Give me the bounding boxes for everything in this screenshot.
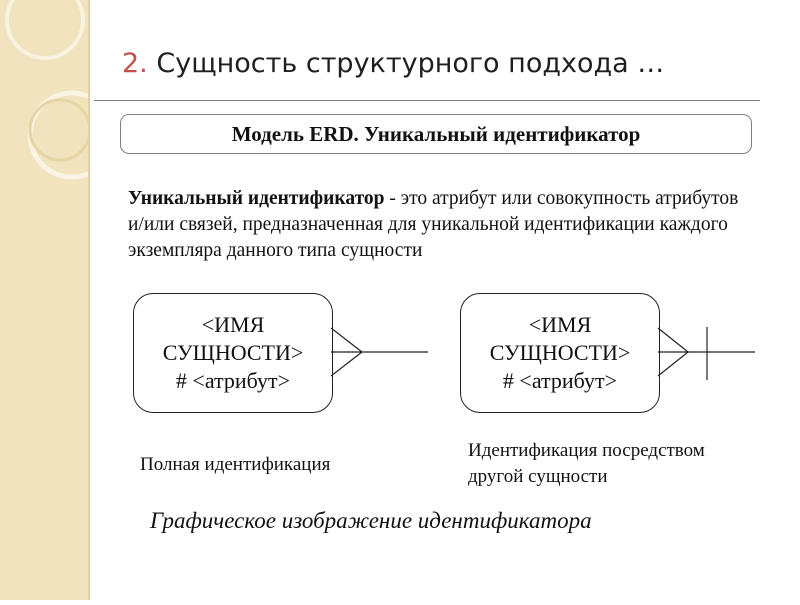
title-divider: [94, 100, 760, 101]
caption-dependent-identification: [468, 438, 705, 490]
slide-title-number: 2.: [122, 48, 148, 79]
caption-full-identification: [140, 452, 330, 478]
slide-title: [122, 48, 664, 79]
caption-line: Идентификация посредством: [468, 440, 705, 461]
entity-box-full-identification: [133, 293, 333, 413]
subtitle-box: [120, 114, 752, 154]
entity-box-dependent-identification: [460, 293, 660, 413]
caption-line: другой сущности: [468, 466, 608, 487]
entity-name-line: СУЩНОСТИ>: [489, 340, 631, 365]
definition-term: Уникальный идентификатор: [128, 188, 385, 209]
entity-name-line: <ИМЯ: [528, 312, 592, 337]
slide-title-text: Сущность структурного подхода …: [156, 48, 665, 79]
decorative-circles: [0, 0, 88, 600]
subtitle-text: Модель ERD. Уникальный идентификатор: [231, 121, 641, 146]
decorative-side-strip: [0, 0, 90, 600]
crows-foot-connector-with-bar: [658, 327, 755, 380]
entity-attribute-line: # <атрибут>: [502, 368, 618, 393]
crows-foot-connector-full: [331, 328, 428, 376]
entity-name-line: <ИМЯ: [201, 312, 265, 337]
entity-name-line: СУЩНОСТИ>: [162, 340, 304, 365]
definition-text: - это атрибут или совокупность атрибутов и/или связей, предназначенная для уникальной идентификации каждого экземпляра данного типа сущности: [128, 188, 739, 261]
figure-caption: Графическое изображение идентификатора: [150, 508, 592, 533]
definition-paragraph: [128, 186, 748, 264]
entity-attribute-line: # <атрибут>: [175, 368, 291, 393]
caption-line: Полная идентификация: [140, 454, 331, 475]
